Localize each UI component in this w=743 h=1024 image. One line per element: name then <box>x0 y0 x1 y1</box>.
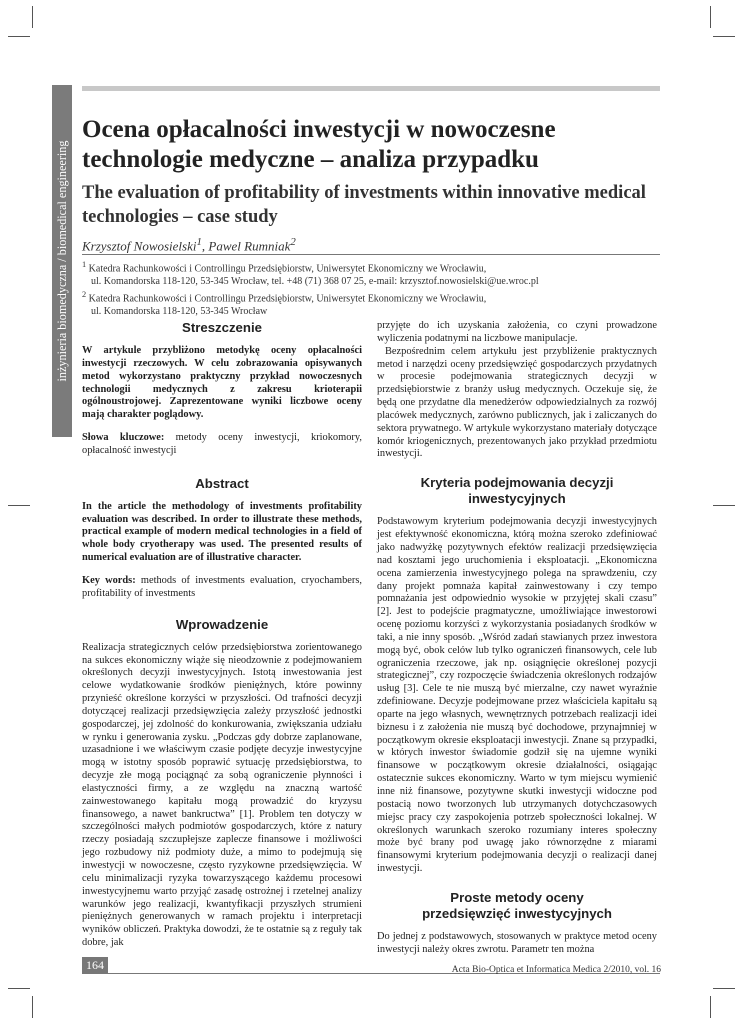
affiliation-2-num: 2 <box>82 289 87 299</box>
crop-mark <box>710 6 711 28</box>
streszczenie-text: W artykule przybliżono metodykę oceny opłacalności inwestycji rzeczowych. W celu zobrazowania opisywanych metod wykorzystano praktyczny przykład nowoczesnych technologii medycznych z zakresu krioterapii ogólnoustrojowej. Zaprezentowane wyniki liczbowe oceny mają charakter poglądowy. <box>82 345 362 421</box>
keywords-en <box>82 575 362 601</box>
keywords-pl <box>82 432 362 458</box>
keywords-en-text: methods of investments evaluation, cryochambers, profitability of investments <box>82 574 362 599</box>
affiliations <box>82 259 672 319</box>
crop-mark <box>32 996 33 1018</box>
keywords-pl-label: Słowa kluczowe: <box>82 432 165 444</box>
author-rule <box>82 254 660 255</box>
crop-mark <box>713 988 735 989</box>
crop-mark <box>710 996 711 1018</box>
affiliation-1-line1: Katedra Rachunkowości i Controllingu Przedsiębiorstw, Uniwersytet Ekonomiczny we Wrocławiu, <box>88 263 487 275</box>
author-separator: , <box>201 238 209 254</box>
title-polish: Ocena opłacalności inwestycji w nowoczesne technologie medyczne – analiza przypadku <box>82 116 556 173</box>
keywords-en-label: Key words: <box>82 574 136 586</box>
keywords-pl-text: metody oceny inwestycji, kriokomory, opłacalność inwestycji <box>82 432 362 456</box>
article-goal-text: Bezpośrednim celem artykułu jest przybliżenie praktycznych metod i narzędzi oceny przedsięwzięć gospodarczych przydatnych w procesie podejmowania strategicznych decyzji w przedsiębiorstwie z branży usług medycznych. Oczekuje się, że będą one przydatne dla menedżerów odpowiedzialnych za rozwój placówek medycznych, zarówno publicznych, jak i zaliczanych do sektora prywatnego. W artykule wykorzystano materiały dotyczące komór kriogenicznych, prezentowanych jako przykład przedmiotu inwestycji. <box>377 345 657 460</box>
crop-mark <box>8 36 30 37</box>
abstract-text: In the article the methodology of investments profitability evaluation was described. In order to illustrate these methods, practical example of modern medical technologies in a field of whole body cryotherapy was used. The presented results of numerical evaluation are of illustrative character. <box>82 500 362 564</box>
crop-mark <box>32 6 33 28</box>
affiliation-2-line1: Katedra Rachunkowości i Controllingu Przedsiębiorstw, Uniwersytet Ekonomiczny we Wrocławiu, <box>88 293 487 305</box>
affiliation-2 <box>82 289 672 306</box>
heading-wprowadzenie: Wprowadzenie <box>175 616 269 632</box>
author-line <box>82 236 296 254</box>
column-right <box>377 320 657 957</box>
page-number: 164 <box>82 957 108 974</box>
affiliation-2-address: ul. Komandorska 118-120, 53-345 Wrocław <box>91 306 268 318</box>
heading-streszczenie: Streszczenie <box>182 320 262 335</box>
column-left <box>82 320 362 950</box>
intro-continuation: przyjęte do ich uzyskania założenia, co czyni prowadzone wyliczenia podatnymi na liczbowe manipulacje. <box>377 320 657 344</box>
author-1: Krzysztof Nowosielski <box>82 238 197 254</box>
author-2-affil: 2 <box>290 236 296 248</box>
crop-mark <box>713 505 735 506</box>
heading-proste-metody: Proste metody oceny przedsięwzięć inwestycyjnych <box>422 889 612 921</box>
affiliation-1-address: ul. Komandorska 118-120, 53-345 Wrocław, tel. +48 (71) 368 07 25, e-mail: krzysztof.nowosielski@ue.wroc.pl <box>91 276 539 288</box>
proste-metody-text: Do jednej z podstawowych, stosowanych w praktyce metod oceny inwestycji należy okres zwrotu. Parametr ten można <box>377 930 657 955</box>
affiliation-1-num: 1 <box>82 260 87 269</box>
heading-abstract: Abstract <box>195 475 249 491</box>
title-english: The evaluation of profitability of investments within innovative medical technologies – case study <box>82 183 646 227</box>
author-2: Pawel Rumniak <box>208 238 291 254</box>
affiliation-1 <box>82 259 672 276</box>
section-sidebar-tab <box>52 85 72 437</box>
heading-kryteria: Kryteria podejmowania decyzji inwestycyjnych <box>420 475 614 507</box>
wprowadzenie-text: Realizacja strategicznych celów przedsiębiorstwa zorientowanego na sukces ekonomiczny wiąże się nieodzownie z podejmowaniem określonych decyzji inwestycyjnych. Istotą inwestowania jest celowe wydatkowanie środków pieniężnych, które powinny przynieść określone korzyści w przyszłości. Od trafności decyzji dotyczącej realizacji przedsięwzięcia zależy przyszłość jednostki gospodarczej, jej zdolność do konkurowania, zwiększania udziału w rynku i generowania zysku. „Podczas gdy dobrze zaplanowane, uzasadnione i we właściwym czasie podjęte decyzje inwestycyjne mogą w istotny sposób poprawić sytuację przedsiębiorstwa, to decyzje złe mogą pociągnąć za sobą ograniczenie płynności i elastyczności firmy, a ze względu na znaczną wartość zainwestowanego kapitału mogą prowadzić do kryzysu finansowego, a nawet bankructwa” [1]. Problem ten dotyczy w szczególności małych podmiotów gospodarczych, które z natury rzeczy posiadają szczupłejsze zaplecze finansowe i możliwości jego rozbudowy niż podmioty duże, a mimo to podejmują się inwestycji w nowoczesne, często ryzykowne przedsięwzięcia. W celu minimalizacji ryzyka towarzyszącego każdemu procesowi inwestycyjnemu warto przyjąć zasadę ostrożnej i rzetelnej analizy warunków jego realizacji, kwantyfikacji przyszłych strumieni pieniężnych generowanych w ramach projektu i interpretacji wyników obliczeń. Praktyka dowodzi, że te ostatnie są z reguły tak dobre, jak <box>82 641 362 949</box>
sidebar-label: inżynieria biomedyczna / biomedical engineering <box>55 140 69 382</box>
kryteria-text: Podstawowym kryterium podejmowania decyzji inwestycyjnych jest efektywność ekonomiczna, którą można szeroko zdefiniować jako nadwyżkę pozytywnych efektów realizacji przedsięwzięcia nad kosztami jego uruchomienia i eksploatacji. „Ekonomiczna ocena zamierzenia inwestycyjnego polega na sprawdzeniu, czy dany projekt pomnaża kapitał zainwestowany i czy tempo pomnażania jest odpowiednio wysokie w przyjętej skali czasu” [2]. Jest to podejście pragmatyczne, umożliwiające inwestorowi ocenę poziomu korzyści z wykorzystania posiadanych środków w taki, a nie inny sposób. „Wśród zadań stawianych przez inwestora mogą być, obok celów lub tylko ograniczeń finansowych, cele lub ograniczenia rzeczowe, jak np. osiągnięcie określonej pozycji strategicznej”, czy rozpoczęcie świadczenia określonych rodzajów usług [3]. Cele te nie muszą być mierzalne, czy nawet wyraźnie zdefiniowane. Decyzje podejmowane przez właściciela kapitału są oparte na jego własnych, wewnętrznych potrzebach realizacji idei biznesu i z założenia nie muszą być dochodowe, przynajmniej w początkowym okresie eksploatacji inwestycji. Znane są przypadki, w których inwestor świadomie godził się na ujemne wyniki finansowe w początkowym okresie działalności, osiągając ostatecznie sukces ekonomiczny. Warto w tym miejscu wymienić inne niż finansowe, pozytywne skutki inwestycji widoczne pod postacią nowo tworzonych lub utrzymanych dotychczasowych miejsc pracy czy zaspokojenia potrzeb społeczności lokalnej. W określonych warunkach szeroko rozumiany interes społeczny może być brany pod uwagę jako równorzędne z miarami finansowymi kryterium podejmowania decyzji o realizacji danej inwestycji. <box>377 516 657 875</box>
author-1-affil: 1 <box>196 236 202 248</box>
crop-mark <box>8 988 30 989</box>
crop-mark <box>713 36 735 37</box>
journal-citation: Acta Bio-Optica et Informatica Medica 2/2010, vol. 16 <box>451 965 661 975</box>
top-rule <box>82 86 660 91</box>
crop-mark <box>8 505 30 506</box>
